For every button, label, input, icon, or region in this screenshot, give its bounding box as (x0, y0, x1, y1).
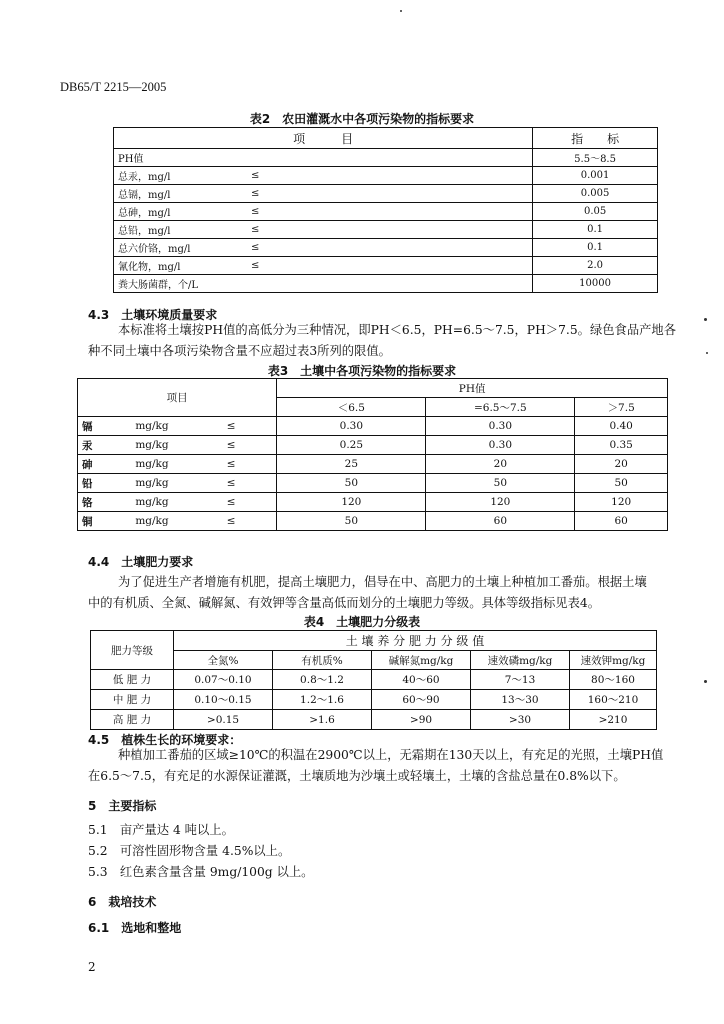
table3-ph-col: ＞7.5 (575, 398, 668, 417)
table2-item: 粪大肠菌群，个/L (114, 275, 248, 293)
table4-value: >90 (372, 710, 471, 730)
table2-row (114, 203, 658, 221)
table2-value: 10000 (533, 275, 658, 293)
table3-value: 120 (426, 493, 575, 512)
table3-symbol: ≤ (186, 474, 277, 493)
table2 (113, 127, 658, 293)
table4-value: 13～30 (471, 690, 570, 710)
table4-row (91, 670, 657, 690)
table4 (90, 630, 657, 730)
table4-caption: 表4 土壤肥力分级表 (303, 615, 421, 629)
table2-row (114, 149, 658, 167)
table2-row (114, 257, 658, 275)
table3-value: 0.35 (575, 436, 668, 455)
section-4-5-line1: 种植加工番茄的区域≥10℃的积温在2900℃以上，无霜期在130天以上，有充足的光照，土壤PH值 (118, 748, 664, 762)
table4-row (91, 690, 657, 710)
table3-value: 50 (277, 512, 426, 531)
table4-value: 7～13 (471, 670, 570, 690)
table3-row (78, 436, 668, 455)
table4-col-header: 速效钾mg/kg (570, 651, 657, 670)
table3-value: 0.25 (277, 436, 426, 455)
table2-value: 0.001 (533, 167, 658, 185)
table3-row (78, 417, 668, 436)
table2-item: 总六价铬，mg/l (114, 239, 248, 257)
table3-value: 25 (277, 455, 426, 474)
section-4-3-heading: 4.3 土壤环境质量要求 (88, 308, 218, 322)
table4-value: 160～210 (570, 690, 657, 710)
table3-value: 50 (575, 474, 668, 493)
table4-value: >1.6 (273, 710, 372, 730)
table4-value: 40～60 (372, 670, 471, 690)
table2-item: 总铅，mg/l (114, 221, 248, 239)
table4-col-header: 全氮% (174, 651, 273, 670)
section-4-4-heading: 4.4 土壤肥力要求 (88, 555, 194, 569)
table2-caption: 表2 农田灌溉水中各项污染物的指标要求 (249, 112, 475, 126)
table2-row (114, 275, 658, 293)
table3-unit: mg/kg (118, 436, 186, 455)
table4-grade: 中 肥 力 (91, 690, 174, 710)
section-4-5-line2: 在6.5～7.5，有充足的水源保证灌溉，土壤质地为沙壤土或轻壤土，土壤的含盐总量在0.8%以下。 (88, 769, 626, 783)
table2-item: 总镉，mg/l (114, 185, 248, 203)
table2-item: 总汞，mg/l (114, 167, 248, 185)
table4-value: >210 (570, 710, 657, 730)
table4-grade: 低 肥 力 (91, 670, 174, 690)
table2-row (114, 185, 658, 203)
table3-symbol: ≤ (186, 512, 277, 531)
table4-col-header: 有机质% (273, 651, 372, 670)
table3-value: 50 (277, 474, 426, 493)
table2-symbol: ≤ (247, 167, 533, 185)
table2-header-value: 指 标 (533, 128, 658, 149)
table3-unit: mg/kg (118, 474, 186, 493)
table2-row (114, 239, 658, 257)
table2-symbol: ≤ (247, 185, 533, 203)
standard-code: DB65/T 2215—2005 (60, 80, 167, 94)
table2-item: PH值 (114, 149, 248, 167)
table3-value: 0.40 (575, 417, 668, 436)
section-4-3-line1: 本标准将土壤按PH值的高低分为三种情况，即PH＜6.5，PH=6.5～7.5，PH＞7.5。绿色食品产地各 (118, 323, 677, 337)
table4-grade: 高 肥 力 (91, 710, 174, 730)
table3-value: 60 (426, 512, 575, 531)
table4-value: 1.2～1.6 (273, 690, 372, 710)
table3-pollutant: 镉 (78, 417, 119, 436)
scan-speck (706, 352, 708, 354)
table3-value: 20 (575, 455, 668, 474)
table4-value: 60～90 (372, 690, 471, 710)
table2-value: 5.5～8.5 (533, 149, 658, 167)
table3-pollutant: 铜 (78, 512, 119, 531)
section-5-item: 5.2 可溶性固形物含量 4.5%以上。 (88, 844, 291, 858)
table2-row (114, 221, 658, 239)
table2-value: 0.1 (533, 221, 658, 239)
table3-ph-col: ＜6.5 (277, 398, 426, 417)
table3-value: 0.30 (426, 436, 575, 455)
table2-symbol (247, 149, 533, 167)
section-4-4-line2: 中的有机质、全氮、碱解氮、有效钾等含量高低而划分的土壤肥力等级。具体等级指标见表4。 (88, 596, 600, 610)
table3-ph-col: =6.5～7.5 (426, 398, 575, 417)
table3-value: 60 (575, 512, 668, 531)
table2-row (114, 167, 658, 185)
table3-unit: mg/kg (118, 512, 186, 531)
table3-row (78, 512, 668, 531)
table3-pollutant: 铅 (78, 474, 119, 493)
table3-row (78, 474, 668, 493)
section-5-item: 5.1 亩产量达 4 吨以上。 (88, 823, 234, 837)
table3-value: 0.30 (277, 417, 426, 436)
table2-symbol: ≤ (247, 239, 533, 257)
section-5-item: 5.3 红色素含量含量 9mg/100g 以上。 (88, 865, 314, 879)
table2-header-row (114, 128, 658, 149)
table3-item-header: 项目 (78, 379, 277, 417)
table3-value: 120 (575, 493, 668, 512)
scan-speck (704, 680, 707, 683)
table4-row (91, 710, 657, 730)
table3-symbol: ≤ (186, 436, 277, 455)
table2-item: 总砷，mg/l (114, 203, 248, 221)
table3-symbol: ≤ (186, 417, 277, 436)
table4-col-header: 碱解氮mg/kg (372, 651, 471, 670)
table3-unit: mg/kg (118, 417, 186, 436)
table2-value: 0.1 (533, 239, 658, 257)
table2-value: 0.05 (533, 203, 658, 221)
table3-value: 20 (426, 455, 575, 474)
table4-value: 0.8～1.2 (273, 670, 372, 690)
table4-value: 0.07～0.10 (174, 670, 273, 690)
table2-header-item: 项 目 (114, 128, 533, 149)
page-number: 2 (88, 960, 96, 974)
table3-ph-header: PH值 (277, 379, 668, 398)
table3-symbol: ≤ (186, 455, 277, 474)
table3-unit: mg/kg (118, 455, 186, 474)
table3-pollutant: 砷 (78, 455, 119, 474)
table4-value: >0.15 (174, 710, 273, 730)
table2-symbol: ≤ (247, 257, 533, 275)
table2-value: 0.005 (533, 185, 658, 203)
table4-group-header: 土 壤 养 分 肥 力 分 级 值 (174, 631, 657, 651)
scan-speck (704, 318, 707, 321)
table4-value: >30 (471, 710, 570, 730)
scan-speck (400, 10, 402, 12)
table3-pollutant: 铬 (78, 493, 119, 512)
table2-symbol: ≤ (247, 221, 533, 239)
table3-row (78, 493, 668, 512)
table3-unit: mg/kg (118, 493, 186, 512)
table3-pollutant: 汞 (78, 436, 119, 455)
table3-value: 50 (426, 474, 575, 493)
section-6-1-heading: 6.1 选地和整地 (88, 921, 182, 935)
table4-grade-header: 肥力等级 (91, 631, 174, 670)
section-5-heading: 5 主要指标 (88, 799, 157, 813)
section-4-5-heading: 4.5 植株生长的环境要求： (88, 733, 242, 747)
section-4-4-line1: 为了促进生产者增施有机肥，提高土壤肥力，倡导在中、高肥力的土壤上种植加工番茄。根据土壤 (118, 575, 647, 589)
table2-symbol (247, 275, 533, 293)
table2-item: 氰化物，mg/l (114, 257, 248, 275)
table3-value: 120 (277, 493, 426, 512)
table3-caption: 表3 土壤中各项污染物的指标要求 (267, 364, 457, 378)
table3-row (78, 455, 668, 474)
section-4-3-line2: 种不同土壤中各项污染物含量不应超过表3所列的限值。 (88, 344, 391, 358)
table3-value: 0.30 (426, 417, 575, 436)
table3-symbol: ≤ (186, 493, 277, 512)
table2-symbol: ≤ (247, 203, 533, 221)
table4-col-header: 速效磷mg/kg (471, 651, 570, 670)
table3 (77, 378, 668, 531)
table4-value: 80～160 (570, 670, 657, 690)
table2-value: 2.0 (533, 257, 658, 275)
table4-value: 0.10～0.15 (174, 690, 273, 710)
section-6-heading: 6 栽培技术 (88, 895, 157, 909)
